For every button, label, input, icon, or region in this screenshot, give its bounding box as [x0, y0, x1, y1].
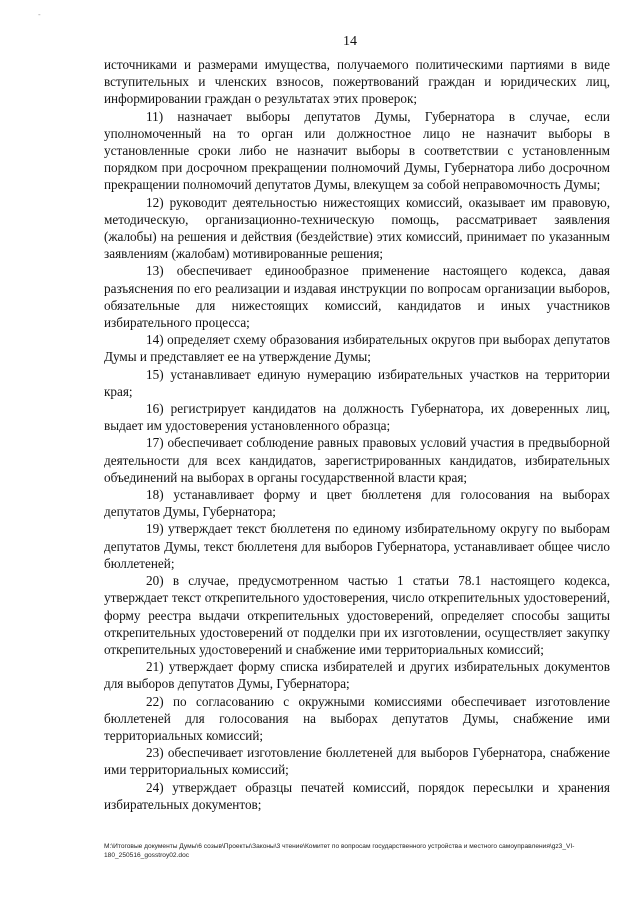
paragraph-item-13: 13) обеспечивает единообразное применение настоящего кодекса, давая разъяснения по его реализации и издавая инструкции по вопросам организации выборов, обязательные для нижестоящих комиссий, кандидатов и иных участников избирательного процесса; [104, 263, 610, 331]
paragraph-item-24: 24) утверждает образцы печатей комиссий, порядок пересылки и хранения избирательных документов; [104, 779, 610, 812]
paragraph-item-23: 23) обеспечивает изготовление бюллетеней для выборов Губернатора, снабжение ими территориальных комиссий; [104, 745, 610, 778]
footer-file-path: M:\Итоговые документы Думы\6 созыв\Проекты\Законы\3 чтение\Комитет по вопросам государственного устройства и местного самоуправления\gz3_VI-180_250516_gosstroy02.doc [104, 843, 575, 859]
paragraph-item-19: 19) утверждает текст бюллетеня по единому избирательному округу по выборам депутатов Думы, текст бюллетеня для выборов Губернатора, устанавливает общее число бюллетеней; [104, 521, 610, 571]
paragraph-item-17: 17) обеспечивает соблюдение равных правовых условий участия в предвыборной деятельности для всех кандидатов, зарегистрированных кандидатов, избирательных объединений на выборах в органы государственной власти края; [104, 435, 610, 485]
paragraph-item-16: 16) регистрирует кандидатов на должность Губернатора, их доверенных лиц, выдает им удостоверения установленного образца; [104, 401, 610, 434]
paragraph-item-20: 20) в случае, предусмотренном частью 1 статьи 78.1 настоящего кодекса, утверждает текст открепительного удостоверения, число открепительных удостоверений, форму реестра выдачи открепительных удостоверений, определяет способы защиты открепительных удостоверений от подделки при их изготовлении, осуществляет закупку открепительных удостоверений и снабжение ими территориальных комиссий; [104, 573, 610, 657]
document-body [104, 56, 610, 813]
paragraph-item-12: 12) руководит деятельностью нижестоящих комиссий, оказывает им правовую, методическую, организационно-техническую помощь, рассматривает заявления (жалобы) на решения и действия (бездействие) этих комиссий, принимает по указанным заявлениям (жалобам) мотивированные решения; [104, 194, 610, 262]
page-number: 14 [343, 34, 357, 49]
paragraph-item-15: 15) устанавливает единую нумерацию избирательных участков на территории края; [104, 366, 610, 399]
corner-mark: - [38, 10, 41, 19]
paragraph-item-11: 11) назначает выборы депутатов Думы, Губернатора в случае, если уполномоченный на то орган или должностное лицо не назначит выборы в установленные сроки либо не назначит выборы в соответствии с установленным порядком при досрочном прекращении полномочий Думы, Губернатора либо досрочном прекращении полномочий депутатов Думы, влекущем за собой неправомочность Думы; [104, 108, 610, 193]
paragraph-item-22: 22) по согласованию с окружными комиссиями обеспечивает изготовление бюллетеней для голосования на выборах депутатов Думы, снабжение ими территориальных комиссий; [104, 693, 610, 743]
paragraph-item-21: 21) утверждает форму списка избирателей и других избирательных документов для выборов депутатов Думы, Губернатора; [104, 659, 610, 692]
paragraph-continuation: источниками и размерами имущества, получаемого политическими партиями в виде вступительных и членских взносов, пожертвований граждан и юридических лиц, информировании граждан о результатах этих проверок; [104, 57, 610, 107]
paragraph-item-14: 14) определяет схему образования избирательных округов при выборах депутатов Думы и представляет ее на утверждение Думы; [104, 332, 610, 365]
paragraph-item-18: 18) устанавливает форму и цвет бюллетеня для голосования на выборах депутатов Думы, Губернатора; [104, 487, 610, 520]
